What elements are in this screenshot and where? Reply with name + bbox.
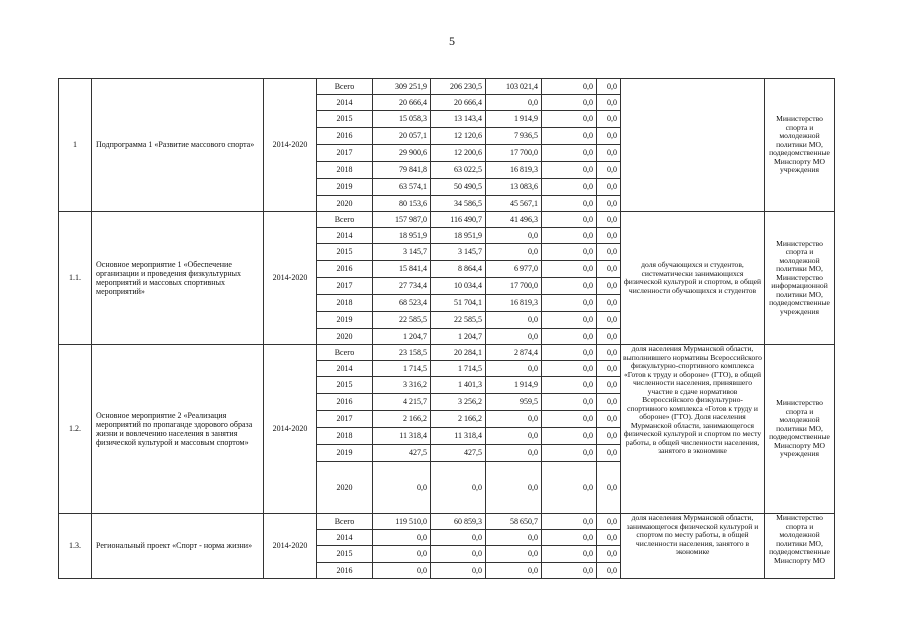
value-regional: 3 256,2	[431, 394, 486, 411]
row-period: 2014-2020	[264, 79, 317, 212]
value-local: 0,0	[542, 261, 597, 278]
value-other: 0,0	[597, 261, 621, 278]
value-federal: 0,0	[486, 361, 542, 377]
value-total: 63 574,1	[373, 179, 431, 196]
value-federal: 2 874,4	[486, 345, 542, 361]
value-regional: 63 022,5	[431, 162, 486, 179]
value-local: 0,0	[542, 128, 597, 145]
value-total: 0,0	[373, 546, 431, 563]
value-local: 0,0	[542, 411, 597, 428]
value-regional: 8 864,4	[431, 261, 486, 278]
value-federal: 0,0	[486, 462, 542, 514]
value-other: 0,0	[597, 329, 621, 345]
value-federal: 0,0	[486, 228, 542, 244]
value-total: 2 166,2	[373, 411, 431, 428]
value-regional: 1 714,5	[431, 361, 486, 377]
value-total: 27 734,4	[373, 278, 431, 295]
year-cell: 2016	[317, 394, 373, 411]
year-cell: 2017	[317, 411, 373, 428]
budget-table	[58, 78, 835, 579]
value-other: 0,0	[597, 563, 621, 579]
value-total: 29 900,6	[373, 145, 431, 162]
value-total: 15 058,3	[373, 111, 431, 128]
year-cell: 2015	[317, 111, 373, 128]
value-other: 0,0	[597, 514, 621, 530]
year-cell: 2015	[317, 377, 373, 394]
value-federal: 13 083,6	[486, 179, 542, 196]
value-regional: 12 120,6	[431, 128, 486, 145]
value-total: 3 316,2	[373, 377, 431, 394]
value-regional: 22 585,5	[431, 312, 486, 329]
year-cell: 2020	[317, 462, 373, 514]
row-name: Основное мероприятие 2 «Реализация мероприятий по пропаганде здорового образа жизни и вовлечению населения в занятия физической культурой и массовым спортом»	[92, 345, 264, 514]
value-local: 0,0	[542, 428, 597, 445]
value-other: 0,0	[597, 361, 621, 377]
responsible-text: Министерство спорта и молодежной политики МО, подведомственные Минспорту МО учреждения	[765, 79, 835, 212]
value-other: 0,0	[597, 312, 621, 329]
value-total: 1 714,5	[373, 361, 431, 377]
year-cell: 2020	[317, 196, 373, 212]
year-cell: Всего	[317, 514, 373, 530]
value-total: 1 204,7	[373, 329, 431, 345]
value-other: 0,0	[597, 377, 621, 394]
value-regional: 2 166,2	[431, 411, 486, 428]
year-cell: 2016	[317, 128, 373, 145]
value-federal: 0,0	[486, 312, 542, 329]
responsible-text: Министерство спорта и молодежной политики МО, подведомственные Минспорту МО учреждения	[765, 345, 835, 514]
value-total: 18 951,9	[373, 228, 431, 244]
value-total: 79 841,8	[373, 162, 431, 179]
value-other: 0,0	[597, 530, 621, 546]
value-local: 0,0	[542, 79, 597, 95]
value-local: 0,0	[542, 295, 597, 312]
value-local: 0,0	[542, 345, 597, 361]
value-local: 0,0	[542, 278, 597, 295]
year-cell: 2018	[317, 162, 373, 179]
value-local: 0,0	[542, 312, 597, 329]
value-federal: 16 819,3	[486, 162, 542, 179]
year-cell: 2018	[317, 295, 373, 312]
value-regional: 20 666,4	[431, 95, 486, 111]
value-federal: 45 567,1	[486, 196, 542, 212]
value-local: 0,0	[542, 329, 597, 345]
value-local: 0,0	[542, 445, 597, 462]
row-name: Основное мероприятие 1 «Обеспечение организации и проведения физкультурных мероприятий и массовых спортивных мероприятий»	[92, 212, 264, 345]
value-other: 0,0	[597, 79, 621, 95]
value-other: 0,0	[597, 128, 621, 145]
value-other: 0,0	[597, 244, 621, 261]
indicator-text: доля населения Мурманской области, выполнившего нормативы Всероссийского физкультурно-спортивного комплекса «Готов к труду и обороне» (ГТО), в общей численности населения, принявшего участие в сдаче нормативов Всероссийского физкультурно-спортивного комплекса «Готов к труду и обороне» (ГТО). Доля населения Мурманской области, занимающегося физической культурой и спортом по месту работы, в общей численности населения, занятого в экономике	[621, 345, 765, 514]
value-federal: 16 819,3	[486, 295, 542, 312]
value-regional: 206 230,5	[431, 79, 486, 95]
value-local: 0,0	[542, 212, 597, 228]
value-federal: 0,0	[486, 411, 542, 428]
year-cell: Всего	[317, 212, 373, 228]
value-federal: 17 700,0	[486, 278, 542, 295]
year-cell: 2016	[317, 261, 373, 278]
year-cell: 2014	[317, 95, 373, 111]
row-period: 2014-2020	[264, 212, 317, 345]
value-federal: 6 977,0	[486, 261, 542, 278]
value-local: 0,0	[542, 145, 597, 162]
value-federal: 0,0	[486, 95, 542, 111]
value-total: 0,0	[373, 563, 431, 579]
value-regional: 427,5	[431, 445, 486, 462]
value-federal: 1 914,9	[486, 111, 542, 128]
year-cell: Всего	[317, 79, 373, 95]
value-local: 0,0	[542, 162, 597, 179]
row-period: 2014-2020	[264, 345, 317, 514]
year-cell: 2014	[317, 228, 373, 244]
value-total: 4 215,7	[373, 394, 431, 411]
value-regional: 11 318,4	[431, 428, 486, 445]
value-local: 0,0	[542, 462, 597, 514]
indicator-text: доля населения Мурманской области, занимающегося физической культурой и спортом по месту работы, в общей численности населения, занятого в экономике	[621, 514, 765, 579]
year-cell: 2018	[317, 428, 373, 445]
value-federal: 0,0	[486, 428, 542, 445]
value-local: 0,0	[542, 244, 597, 261]
value-other: 0,0	[597, 212, 621, 228]
value-other: 0,0	[597, 295, 621, 312]
year-cell: 2015	[317, 244, 373, 261]
value-federal: 0,0	[486, 244, 542, 261]
table-row	[59, 345, 835, 361]
value-local: 0,0	[542, 546, 597, 563]
value-other: 0,0	[597, 411, 621, 428]
value-local: 0,0	[542, 196, 597, 212]
value-local: 0,0	[542, 563, 597, 579]
value-total: 20 057,1	[373, 128, 431, 145]
value-total: 427,5	[373, 445, 431, 462]
row-number: 1.2.	[59, 345, 92, 514]
value-local: 0,0	[542, 361, 597, 377]
value-regional: 13 143,4	[431, 111, 486, 128]
year-cell: 2014	[317, 530, 373, 546]
value-total: 80 153,6	[373, 196, 431, 212]
value-federal: 959,5	[486, 394, 542, 411]
value-federal: 103 021,4	[486, 79, 542, 95]
responsible-text: Министерство спорта и молодежной политики МО, подведомственные Минспорту МО	[765, 514, 835, 579]
value-regional: 1 204,7	[431, 329, 486, 345]
value-regional: 12 200,6	[431, 145, 486, 162]
value-total: 11 318,4	[373, 428, 431, 445]
value-regional: 1 401,3	[431, 377, 486, 394]
value-other: 0,0	[597, 95, 621, 111]
value-total: 309 251,9	[373, 79, 431, 95]
value-total: 0,0	[373, 462, 431, 514]
value-regional: 51 704,1	[431, 295, 486, 312]
indicator-text	[621, 79, 765, 212]
year-cell: 2020	[317, 329, 373, 345]
year-cell: 2019	[317, 445, 373, 462]
page-number: 5	[449, 34, 455, 48]
value-total: 22 585,5	[373, 312, 431, 329]
value-federal: 58 650,7	[486, 514, 542, 530]
value-total: 3 145,7	[373, 244, 431, 261]
value-federal: 17 700,0	[486, 145, 542, 162]
row-number: 1	[59, 79, 92, 212]
value-federal: 41 496,3	[486, 212, 542, 228]
value-regional: 60 859,3	[431, 514, 486, 530]
value-total: 23 158,5	[373, 345, 431, 361]
value-federal: 0,0	[486, 546, 542, 563]
value-local: 0,0	[542, 530, 597, 546]
value-other: 0,0	[597, 394, 621, 411]
value-regional: 0,0	[431, 563, 486, 579]
value-federal: 0,0	[486, 329, 542, 345]
value-other: 0,0	[597, 145, 621, 162]
value-regional: 10 034,4	[431, 278, 486, 295]
value-regional: 0,0	[431, 530, 486, 546]
year-cell: 2017	[317, 278, 373, 295]
value-regional: 34 586,5	[431, 196, 486, 212]
value-other: 0,0	[597, 546, 621, 563]
value-regional: 20 284,1	[431, 345, 486, 361]
indicator-text: доля обучающихся и студентов, систематически занимающихся физической культурой и спортом, в общей численности обучающихся и студентов	[621, 212, 765, 345]
value-regional: 0,0	[431, 462, 486, 514]
value-federal: 0,0	[486, 530, 542, 546]
value-other: 0,0	[597, 196, 621, 212]
value-total: 119 510,0	[373, 514, 431, 530]
value-other: 0,0	[597, 162, 621, 179]
value-other: 0,0	[597, 462, 621, 514]
value-regional: 116 490,7	[431, 212, 486, 228]
row-number: 1.3.	[59, 514, 92, 579]
value-other: 0,0	[597, 278, 621, 295]
value-other: 0,0	[597, 228, 621, 244]
value-regional: 0,0	[431, 546, 486, 563]
value-federal: 0,0	[486, 563, 542, 579]
value-other: 0,0	[597, 445, 621, 462]
responsible-text: Министерство спорта и молодежной политики МО, Министерство информационной политики МО, подведомственные учреждения	[765, 212, 835, 345]
value-federal: 1 914,9	[486, 377, 542, 394]
value-other: 0,0	[597, 179, 621, 196]
value-local: 0,0	[542, 95, 597, 111]
value-regional: 3 145,7	[431, 244, 486, 261]
year-cell: 2016	[317, 563, 373, 579]
value-other: 0,0	[597, 345, 621, 361]
table-row	[59, 514, 835, 530]
value-regional: 50 490,5	[431, 179, 486, 196]
year-cell: Всего	[317, 345, 373, 361]
value-local: 0,0	[542, 228, 597, 244]
year-cell: 2015	[317, 546, 373, 563]
value-total: 157 987,0	[373, 212, 431, 228]
value-federal: 0,0	[486, 445, 542, 462]
year-cell: 2014	[317, 361, 373, 377]
year-cell: 2019	[317, 312, 373, 329]
value-regional: 18 951,9	[431, 228, 486, 244]
row-number: 1.1.	[59, 212, 92, 345]
value-other: 0,0	[597, 111, 621, 128]
table-row	[59, 212, 835, 228]
year-cell: 2019	[317, 179, 373, 196]
value-total: 68 523,4	[373, 295, 431, 312]
value-local: 0,0	[542, 179, 597, 196]
row-name: Подпрограмма 1 «Развитие массового спорта»	[92, 79, 264, 212]
value-other: 0,0	[597, 428, 621, 445]
row-name: Региональный проект «Спорт - норма жизни»	[92, 514, 264, 579]
value-local: 0,0	[542, 111, 597, 128]
value-local: 0,0	[542, 514, 597, 530]
value-local: 0,0	[542, 394, 597, 411]
value-total: 0,0	[373, 530, 431, 546]
value-local: 0,0	[542, 377, 597, 394]
value-federal: 7 936,5	[486, 128, 542, 145]
value-total: 20 666,4	[373, 95, 431, 111]
value-total: 15 841,4	[373, 261, 431, 278]
row-period: 2014-2020	[264, 514, 317, 579]
year-cell: 2017	[317, 145, 373, 162]
table-row	[59, 79, 835, 95]
